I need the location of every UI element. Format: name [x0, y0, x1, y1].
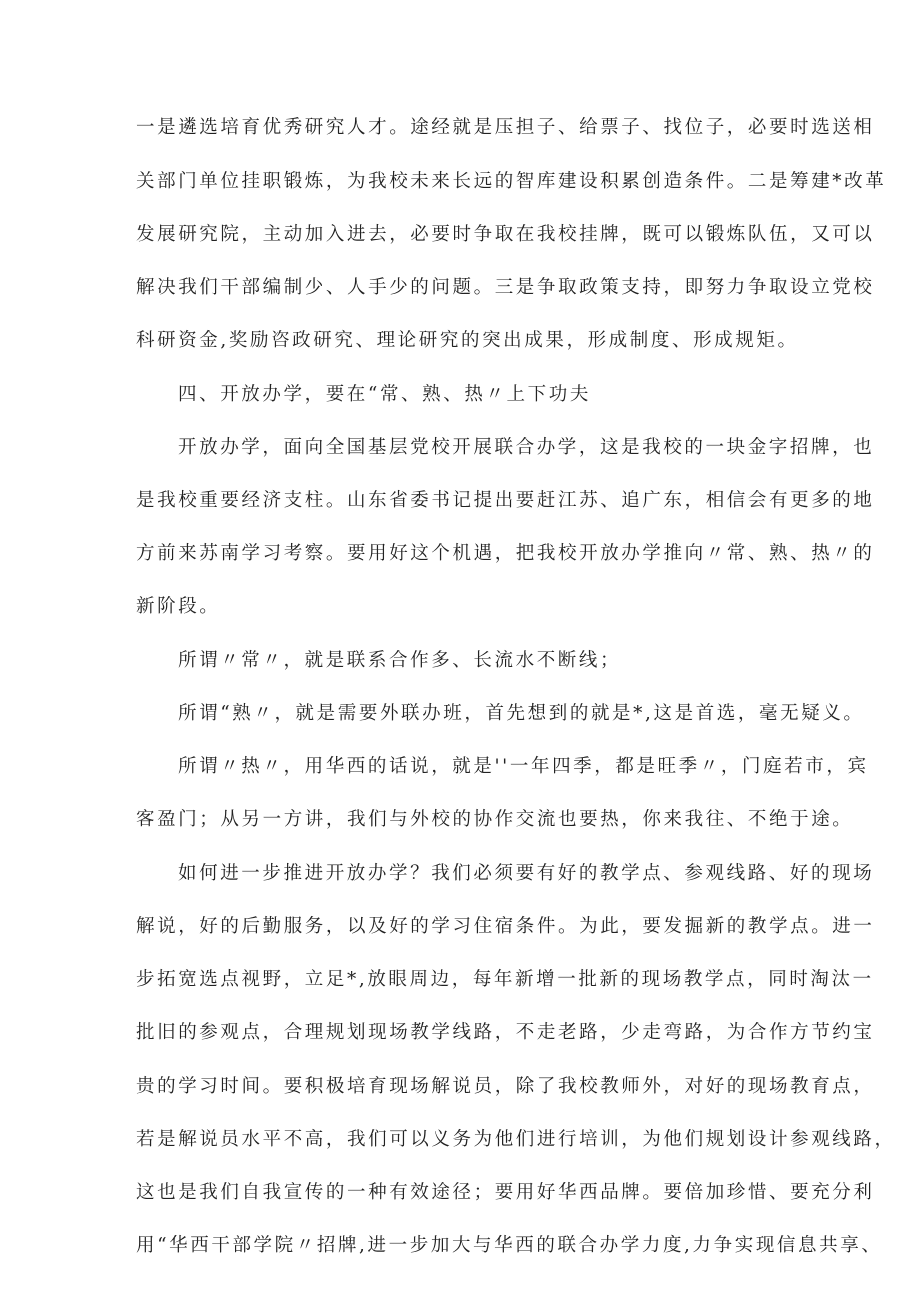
text-line: 解说，好的后勤服务，以及好的学习住宿条件。为此，要发掘新的教学点。进一: [136, 916, 875, 937]
text-line: 如何进一步推进开放办学？我们必须要有好的教学点、参观线路、好的现场: [178, 863, 875, 884]
text-line: 所谓“熟〃，就是需要外联办班，首先想到的就是*,这是首选，毫无疑义。: [178, 703, 865, 724]
text-line: 关部门单位挂职锻炼，为我校未来长远的智库建设积累创造条件。二是筹建*改革: [136, 171, 887, 192]
text-line: 开放办学，面向全国基层党校开展联合办学，这是我校的一块金字招牌，也: [178, 437, 875, 458]
text-line: 所谓〃常〃，就是联系合作多、长流水不断线；: [178, 650, 622, 671]
text-line: 一是遴选培育优秀研究人才。途经就是压担子、给票子、找位子，必要时选送相: [136, 117, 875, 138]
text-line: 用“华西干部学院〃招牌,进一步加大与华西的联合办学力度,力争实现信息共享、: [136, 1235, 883, 1256]
text-line: 方前来苏南学习考察。要用好这个机遇，把我校开放办学推向〃常、熟、热〃的: [136, 543, 875, 564]
text-line: 科研资金,奖励咨政研究、理论研究的突出成果，形成制度、形成规矩。: [136, 330, 799, 351]
text-line: 新阶段。: [136, 596, 221, 617]
text-line: 解决我们干部编制少、人手少的问题。三是争取政策支持，即努力争取设立党校: [136, 277, 875, 298]
text-line: 批旧的参观点，合理规划现场教学线路，不走老路，少走弯路，为合作方节约宝: [136, 1022, 875, 1043]
text-line: 贵的学习时间。要积极培育现场解说员，除了我校教师外，对好的现场教育点，: [136, 1076, 875, 1097]
text-line: 这也是我们自我宣传的一种有效途径；要用好华西品牌。要倍加珍惜、要充分利: [136, 1182, 875, 1203]
text-line: 客盈门；从另一方讲，我们与外校的协作交流也要热，你来我往、不绝于途。: [136, 809, 854, 830]
text-line: 发展研究院，主动加入进去，必要时争取在我校挂牌，既可以锻炼队伍，又可以: [136, 224, 875, 245]
text-line: 是我校重要经济支柱。山东省委书记提出要赶江苏、追广东，相信会有更多的地: [136, 490, 875, 511]
section-heading: 四、开放办学，要在“常、熟、热〃上下功夫: [178, 384, 591, 405]
text-line: 步拓宽选点视野，立足*,放眼周边，每年新增一批新的现场教学点，同时淘汰一: [136, 969, 874, 990]
text-line: 若是解说员水平不高，我们可以义务为他们进行培训，为他们规划设计参观线路，: [136, 1129, 896, 1150]
text-line: 所谓〃热〃，用华西的话说，就是''一年四季，都是旺季〃，门庭若市，宾: [178, 756, 869, 777]
